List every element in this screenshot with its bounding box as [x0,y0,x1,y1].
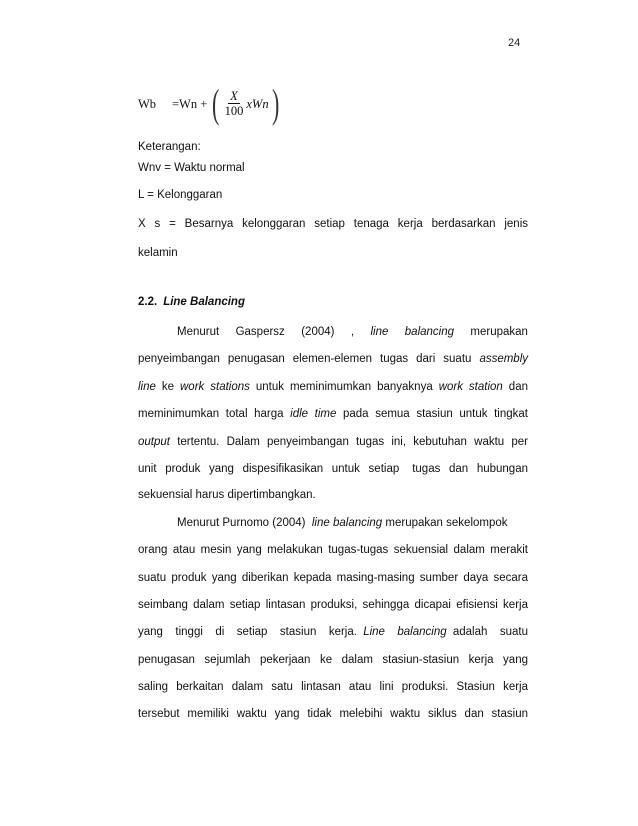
paragraph1-line [138,352,528,366]
text-run: adalah suatu [452,626,529,638]
text-run: penyeimbangan penugasan [138,353,285,365]
text-run-italic: balancing [404,326,455,338]
text-run: pada semua stasiun untuk tingkat [343,408,528,420]
text-run: untuk meminimumkan banyaknya [255,381,433,393]
text-run: yang tinggi di setiap stasiun kerja. [138,626,357,638]
text-run-italic: line balancing [311,517,383,529]
page-number: 24 [508,37,521,49]
text-run-italic: work stations [180,381,250,393]
formula-rhs-start: =Wn + [172,96,208,111]
keterangan-continuation: kelamin [138,247,178,259]
formula-tail: xWn [246,96,269,111]
paragraph1-line [138,435,528,449]
paragraph2-line: tersebut memiliki waktu yang tidak melebihi waktu siklus dan stasiun [138,708,528,720]
text-run: merupakan sekelompok [385,517,508,529]
formula-denominator: 100 [224,104,244,118]
text-run-italic: line [370,326,389,338]
text-run: merupakan [470,326,528,338]
paragraph1-line: unit produk yang dispesifikasikan untuk setiap tugas dan hubungan [138,463,528,475]
keterangan-item: Wnv = Waktu normal [138,162,245,174]
text-run: Menurut Purnomo (2004) [177,517,306,529]
keterangan-title: Keterangan: [138,141,201,153]
paragraph2-line: suatu produk yang diberikan kepada masing-masing sumber daya secara [138,572,528,584]
text-run-italic: Line balancing [363,626,447,638]
left-paren: ( [212,81,220,126]
formula-lhs: Wb [138,96,157,111]
section-heading [138,295,245,309]
text-run-italic: assembly [479,353,529,365]
formula-numerator: X [230,89,238,103]
paragraph2-line: penugasan sejumlah pekerjaan ke dalam stasiun-stasiun kerja yang [138,654,528,666]
text-run-italic: work station [438,381,503,393]
text-run-italic: line [138,381,156,393]
text-run: meminimumkan total harga [138,408,284,420]
text-run: ke [161,381,175,393]
text-run: Menurut [177,326,220,338]
paragraph2-line: seimbang dalam setiap lintasan produksi, sehingga dicapai efisiensi kerja [138,599,528,611]
formula-fraction [225,89,244,119]
keterangan-item: X s = Besarnya kelonggaran setiap tenaga kerja berdasarkan jenis [138,218,528,230]
paragraph1-line [138,407,528,421]
section-number: 2.2. [138,296,158,308]
text-run: dan [508,381,528,393]
paragraph2-line [138,625,528,639]
text-run: tertentu. Dalam penyeimbangan tugas ini, kebutuhan waktu per [177,436,529,448]
paragraph2-line [177,516,508,530]
paragraph1-line: sekuensial harus dipertimbangkan. [138,489,316,501]
text-run: Gaspersz [235,326,285,338]
text-run: (2004) , [301,326,355,338]
section-title: Line Balancing [163,296,245,308]
text-run: elemen-elemen tugas dari suatu [292,353,472,365]
right-paren: ) [271,81,279,126]
text-run-italic: output [138,436,170,448]
paragraph2-line: saling berkaitan dalam satu lintasan atau lini produksi. Stasiun kerja [138,681,528,693]
text-run-italic: idle time [290,408,337,420]
paragraph2-line: orang atau mesin yang melakukan tugas-tugas sekuensial dalam merakit [138,544,528,556]
paragraph1-line [138,380,528,394]
formula [138,81,282,126]
keterangan-item: L = Kelonggaran [138,189,223,201]
paragraph1-line [177,325,528,339]
